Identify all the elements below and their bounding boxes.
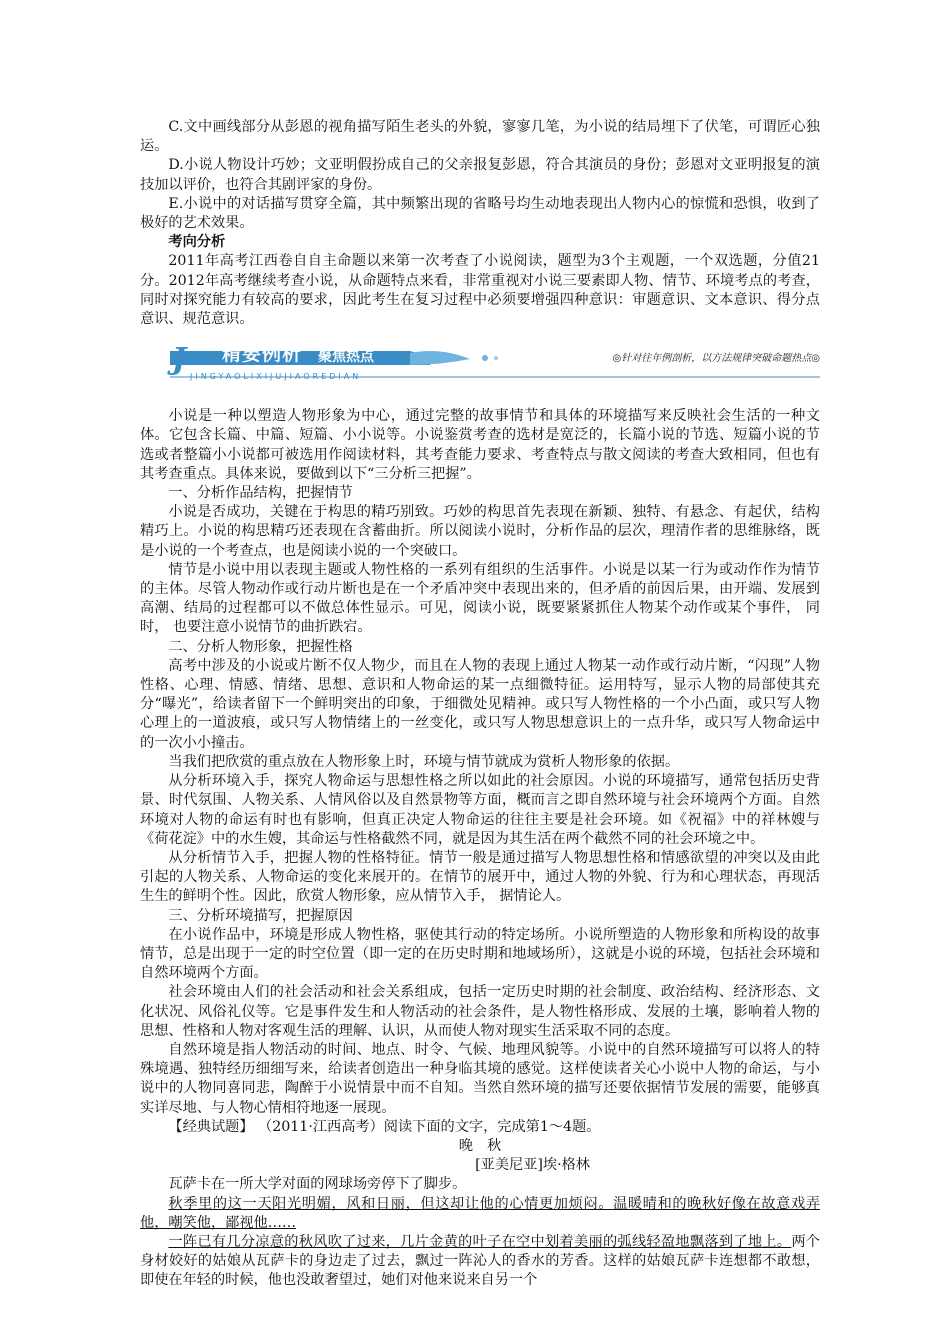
- story-para-3-underlined: 一阵已有几分凉意的秋风吹了过来，几片金黄的叶子在空中划着美丽的弧线轻盈地飘落到了地上。: [168, 1233, 792, 1250]
- intro-paragraph: 小说是一种以塑造人物形象为中心，通过完整的故事情节和具体的环境描写来反映社会生活的一种文体。它包含长篇、中篇、短篇、小小说等。小说鉴赏考查的选材是宽泛的，长篇小说的节选、短篇小说的节选或者整篇小小说都可被选用作阅读材料，其考查能力要求、考查特点与散文阅读的考查大致相同，但也有其考查重点。具体来说，要做到以下“三分析三把握”。: [140, 408, 820, 482]
- svg-text:J: J: [172, 343, 187, 378]
- option-d: D.小说人物设计巧妙；文亚明假扮成自己的父亲报复彭恩，符合其演员的身份；彭恩对文亚明报复的演技加以评价，也符合其剧评家的身份。: [140, 157, 820, 193]
- section-2-title: 二、分析人物形象，把握性格: [168, 638, 353, 655]
- banner-slogan: ◎针对往年例剖析，以方法规律突破命题热点◎: [612, 353, 820, 365]
- section-3-para-2: 社会环境由人们的社会活动和社会关系组成，包括一定历史时期的社会制度、政治结构、经济形态、文化状况、风俗礼仪等。它是事件发生和人物活动的社会条件，是人物性格形成、发展的土壤，影响着人物的思想、性格和人物对客观生活的理解、认识，从而使人物对现实生活采取不同的态度。: [140, 984, 820, 1039]
- story-para-1: 瓦萨卡在一所大学对面的网球场旁停下了脚步。: [168, 1176, 467, 1193]
- story-author: [亚美尼亚]埃·格林: [475, 1157, 590, 1174]
- section-3-para-3: 自然环境是指人物活动的时间、地点、时令、气候、地理风貌等。小说中的自然环境描写可以将人的特殊境遇、独特经历细细写来，给读者创造出一种身临其境的感觉。这样使读者关心小说中人物的命运，与小说中的人物同喜同悲，陶醉于小说情景中而不自知。当然自然环境的描写还要依据情节发展的需要，能够真实详尽地、与人物心情相符地逐一展现。: [140, 1041, 820, 1116]
- section-3-title: 三、分析环境描写，把握原因: [168, 907, 353, 924]
- section-2-para-2: 当我们把欣赏的重点放在人物形象上时，环境与情节就成为赏析人物形象的依据。: [168, 753, 680, 770]
- section-1-title: 一、分析作品结构，把握情节: [168, 485, 353, 502]
- section-1-para-2: 情节是小说中用以表现主题或人物性格的一系列有组织的生活事件。小说是以某一行为或动作作为情节的主体。尽管人物动作或行动片断也是在一个矛盾冲突中表现出来的，但矛盾的前因后果，由开端、发展到高潮、结局的过程都可以不做总体性显示。可见，阅读小说，既要紧紧抓住人物某个动作或某个事件， 同时， 也要注意小说情节的曲折跌宕。: [140, 561, 820, 636]
- section-banner: [140, 343, 820, 383]
- section-3-para-1: 在小说作品中，环境是形成人物性格，驱使其行动的特定场所。小说所塑造的人物形象和所构设的故事情节，总是出现于一定的时空位置（即一定的在历史时期和地域场所），这就是小说的环境，包括社会环境和自然环境两个方面。: [140, 926, 820, 982]
- banner-pinyin: JINGYAOLIXIJUJIAOREDIAN: [190, 372, 362, 382]
- analysis-heading: 考向分析: [168, 234, 226, 251]
- document-page: [140, 118, 820, 1291]
- story-para-3: [140, 1233, 820, 1291]
- banner-title: 精要例析: [222, 343, 303, 366]
- banner-tag: 聚焦热点: [318, 349, 374, 366]
- analysis-text: 2011年高考江西卷自自主命题以来第一次考查了小说阅读，题型为3个主观题，一个双选题，分值21分。2012年高考继续考查小说，从命题特点来看，非常重视对小说三要素即人物、情节、环境考点的考查，同时对探究能力有较高的要求，因此考生在复习过程中必须要增强四种意识：审题意识、文本意识、得分点意识、规范意识。: [140, 253, 820, 328]
- example-label: 【经典试题】 （2011·江西高考）阅读下面的文字，完成第1～4题。: [168, 1118, 601, 1135]
- story-title: 晚 秋: [458, 1137, 502, 1154]
- story-para-2: [140, 1195, 820, 1233]
- section-1-para-1: 小说是否成功，关键在于构思的精巧别致。巧妙的构思首先表现在新颖、独特、有悬念、有起伏，结构精巧上。小说的构思精巧还表现在含蓄曲折。所以阅读小说时，分析作品的层次，理清作者的思维脉络，既是小说的一个考查点，也是阅读小说的一个突破口。: [140, 504, 820, 559]
- section-2-para-1: 高考中涉及的小说或片断不仅人物少，而且在人物的表现上通过人物某一动作或行动片断，“闪现”人物性格、心理、情感、情绪、思想、意识和人物命运的某一点细微特征。运用特写，显示人物的局部使其充分“曝光”，给读者留下一个鲜明突出的印象，于细微处见精神。或只写人物性格的一个小凸面，或只写人物心理上的一道波痕，或只写人物情绪上的一丝变化，或只写人物思想意识上的一点升华，或只写人物命运中的一次小小撞击。: [140, 657, 820, 751]
- option-e: E.小说中的对话描写贯穿全篇，其中频繁出现的省略号均生动地表现出人物内心的惊慌和恐惧，收到了极好的艺术效果。: [140, 195, 820, 232]
- story-para-2-text: 秋季里的这一天阳光明媚，风和日丽，但这却让他的心情更加烦闷。温暖晴和的晚秋好像在故意戏弄他，嘲笑他，鄙视他……: [140, 1195, 820, 1231]
- option-c: C.文中画线部分从彭恩的视角描写陌生老头的外貌，寥寥几笔，为小说的结局埋下了伏笔，可谓匠心独运。: [140, 119, 820, 155]
- section-2-para-4: 从分析情节入手，把握人物的性格特征。情节一般是通过描写人物思想性格和情感欲望的冲突以及由此引起的人物关系、人物命运的变化来展开的。在情节的展开中，通过人物的外貌、行为和心理状态，再现活生生的鲜明个性。因此，欣赏人物形象，应从情节入手， 据情论人。: [140, 849, 820, 905]
- story-para-3-rest: 两个身材姣好的姑娘从瓦萨卡的身边走了过去，飘过一阵沁人的香水的芳香。这样的姑娘瓦萨卡连想都不敢想，即使在年轻的时候，他也没敢奢望过，她们对他来说来自另一个: [140, 1233, 820, 1289]
- section-2-para-3: 从分析环境入手，探究人物命运与思想性格之所以如此的社会原因。小说的环境描写，通常包括历史背景、时代氛围、人物关系、人情风俗以及自然景物等方面，概而言之即自然环境与社会环境两个方面。自然环境对人物的命运有时也有影响，但真正决定人物命运的往往主要是社会环境。如《祝福》中的祥林嫂与《荷花淀》中的水生嫂，其命运与性格截然不同，就是因为其生活在两个截然不同的社会环境之中。: [140, 773, 820, 847]
